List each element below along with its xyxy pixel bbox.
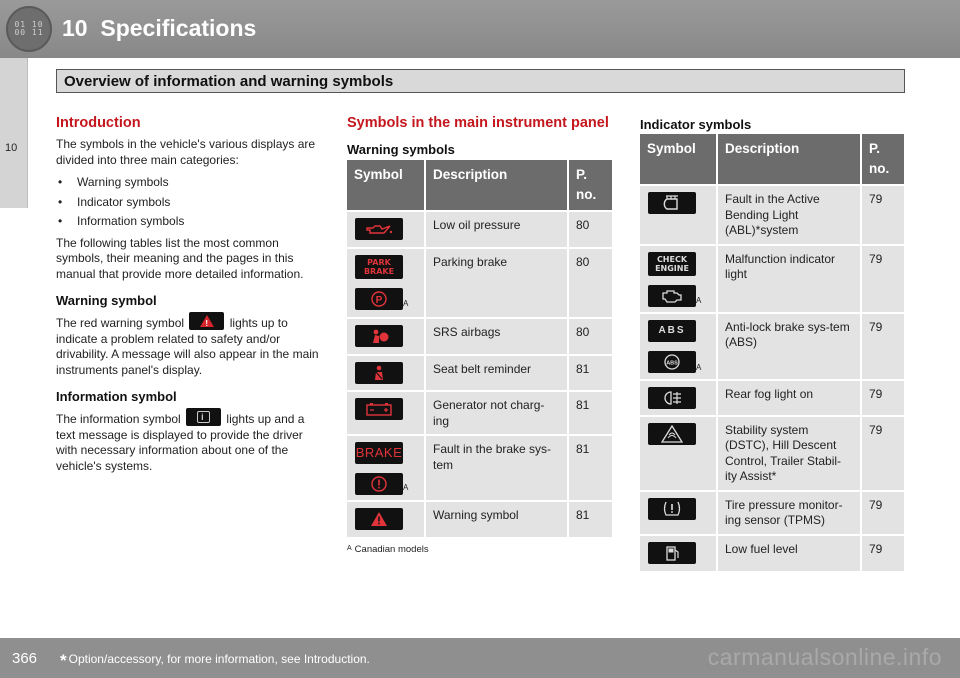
row-page: 81 <box>568 355 612 391</box>
circle-abs-icon <box>648 351 696 373</box>
tables-paragraph: The following tables list the most common symbols, their meaning and the pages in this manual that provide more detailed information. <box>56 235 304 281</box>
stability-control-icon <box>648 423 696 445</box>
list-item: • Indicator symbols <box>58 194 171 209</box>
indicator-symbols-table <box>640 134 904 571</box>
row-page: 79 <box>861 245 904 313</box>
airbag-icon <box>355 325 403 347</box>
row-description: Malfunction indicator light <box>717 245 861 313</box>
row-description: Generator not charg-ing <box>425 391 568 435</box>
chapter-badge-icon <box>6 6 52 52</box>
check-engine-icon: CHECK ENGINE <box>648 252 696 276</box>
warning-triangle-icon <box>355 508 403 530</box>
abs-icon: ABS <box>648 320 696 342</box>
table-row <box>347 435 612 501</box>
chapter-title: 10 Specifications <box>62 15 257 41</box>
column-header-symbol: Symbol <box>347 160 425 211</box>
footnote-superscript: A <box>696 295 702 305</box>
row-description: Parking brake <box>425 248 568 318</box>
information-icon <box>186 408 221 426</box>
table-header-row <box>347 160 612 211</box>
list-item: • Warning symbols <box>58 175 169 189</box>
circle-exclamation-icon <box>355 473 403 495</box>
page-footer <box>0 638 960 678</box>
row-page: 79 <box>861 491 904 535</box>
badge-glyph: 01 10 00 11 <box>14 20 44 37</box>
indicator-column <box>640 115 906 571</box>
chapter-side-tab <box>0 58 28 208</box>
row-description: Fault in the brake sys-tem <box>425 435 568 501</box>
warning-symbol-heading: Warning symbol <box>56 293 157 308</box>
table-row <box>347 355 612 391</box>
column-header-symbol: Symbol <box>640 134 717 185</box>
row-page: 79 <box>861 185 904 245</box>
row-page: 81 <box>568 391 612 435</box>
side-tab-label: 10 <box>5 142 18 154</box>
table-row <box>640 416 904 491</box>
svg-text:P: P <box>375 295 383 306</box>
section-title-bar <box>56 69 905 93</box>
row-description: Anti-lock brake sys-tem (ABS) <box>717 313 861 380</box>
battery-icon <box>355 398 403 420</box>
introduction-heading: Introduction <box>56 115 141 131</box>
row-page: 79 <box>861 416 904 491</box>
table-row <box>640 535 904 571</box>
page-header <box>0 0 960 58</box>
tire-pressure-icon <box>648 498 696 520</box>
table-row <box>347 501 612 537</box>
warning-symbols-table <box>347 160 612 537</box>
introduction-column <box>56 115 324 474</box>
row-description: Rear fog light on <box>717 380 861 416</box>
column-header-description: Description <box>717 134 861 185</box>
main-panel-heading: Symbols in the main instrument panel <box>347 115 609 131</box>
svg-text:ABS: ABS <box>666 360 678 366</box>
footnote-superscript: A <box>696 362 702 372</box>
table-header-row <box>640 134 904 185</box>
row-page: 79 <box>861 535 904 571</box>
section-title: Overview of information and warning symbols <box>64 73 394 90</box>
circle-p-icon <box>355 288 403 310</box>
row-page: 79 <box>861 380 904 416</box>
row-description: Fault in the Active Bending Light (ABL)*system <box>717 185 861 245</box>
table-footnote: $^A$ Canadian models <box>347 544 429 555</box>
brake-icon: BRAKE <box>355 442 403 464</box>
row-description: Warning symbol <box>425 501 568 537</box>
active-bending-light-icon <box>648 192 696 214</box>
warning-symbol-paragraph: The red warning symbol ! lights up to indicate a problem related to safety and/or drivability. A message will also appear in the main instruments panel's display. <box>56 312 324 378</box>
table-row <box>347 318 612 355</box>
row-description: Stability system (DSTC), Hill Descent Control, Trailer Stabil-ity Assist* <box>717 416 861 491</box>
table-row <box>640 313 904 380</box>
warning-symbols-subheading: Warning symbols <box>347 142 455 157</box>
table-row <box>347 211 612 248</box>
row-description: Seat belt reminder <box>425 355 568 391</box>
row-page: 81 <box>568 435 612 501</box>
information-symbol-paragraph: The information symbol i lights up and a text message is displayed to provide the driver with necessary information about one of the vehicle's systems. <box>56 408 324 474</box>
table-row <box>640 245 904 313</box>
page-number: 366 <box>12 650 38 667</box>
engine-icon <box>648 285 696 307</box>
row-description: Low oil pressure <box>425 211 568 248</box>
column-header-description: Description <box>425 160 568 211</box>
row-description: Tire pressure monitor-ing sensor (TPMS) <box>717 491 861 535</box>
row-page: 80 <box>568 211 612 248</box>
column-header-page: P. no. <box>861 134 904 185</box>
row-page: 79 <box>861 313 904 380</box>
table-row <box>347 248 612 318</box>
rear-fog-light-icon <box>648 387 696 409</box>
indicator-symbols-heading: Indicator symbols <box>640 117 752 132</box>
main-panel-column <box>347 115 613 555</box>
seat-belt-icon <box>355 362 403 384</box>
row-description: SRS airbags <box>425 318 568 355</box>
warning-triangle-icon <box>189 312 224 330</box>
list-item: • Information symbols <box>58 214 185 228</box>
footer-note: * Option/accessory, for more information, see Introduction. <box>60 651 370 670</box>
table-row <box>640 185 904 245</box>
row-page: 81 <box>568 501 612 537</box>
table-row <box>640 491 904 535</box>
column-header-page: P. no. <box>568 160 612 211</box>
oil-can-icon <box>355 218 403 240</box>
watermark: carmanualsonline.info <box>707 644 942 670</box>
intro-paragraph: The symbols in the vehicle's various displays are divided into three main categories: <box>56 137 316 167</box>
table-row <box>640 380 904 416</box>
footnote-superscript: A <box>403 299 409 308</box>
row-page: 80 <box>568 318 612 355</box>
information-symbol-heading: Information symbol <box>56 389 177 404</box>
table-row <box>347 391 612 435</box>
footnote-superscript: A <box>403 483 409 492</box>
fuel-pump-icon <box>648 542 696 564</box>
parking-brake-icon: PARK BRAKE <box>355 255 403 279</box>
row-description: Low fuel level <box>717 535 861 571</box>
row-page: 80 <box>568 248 612 318</box>
category-list <box>56 173 324 232</box>
